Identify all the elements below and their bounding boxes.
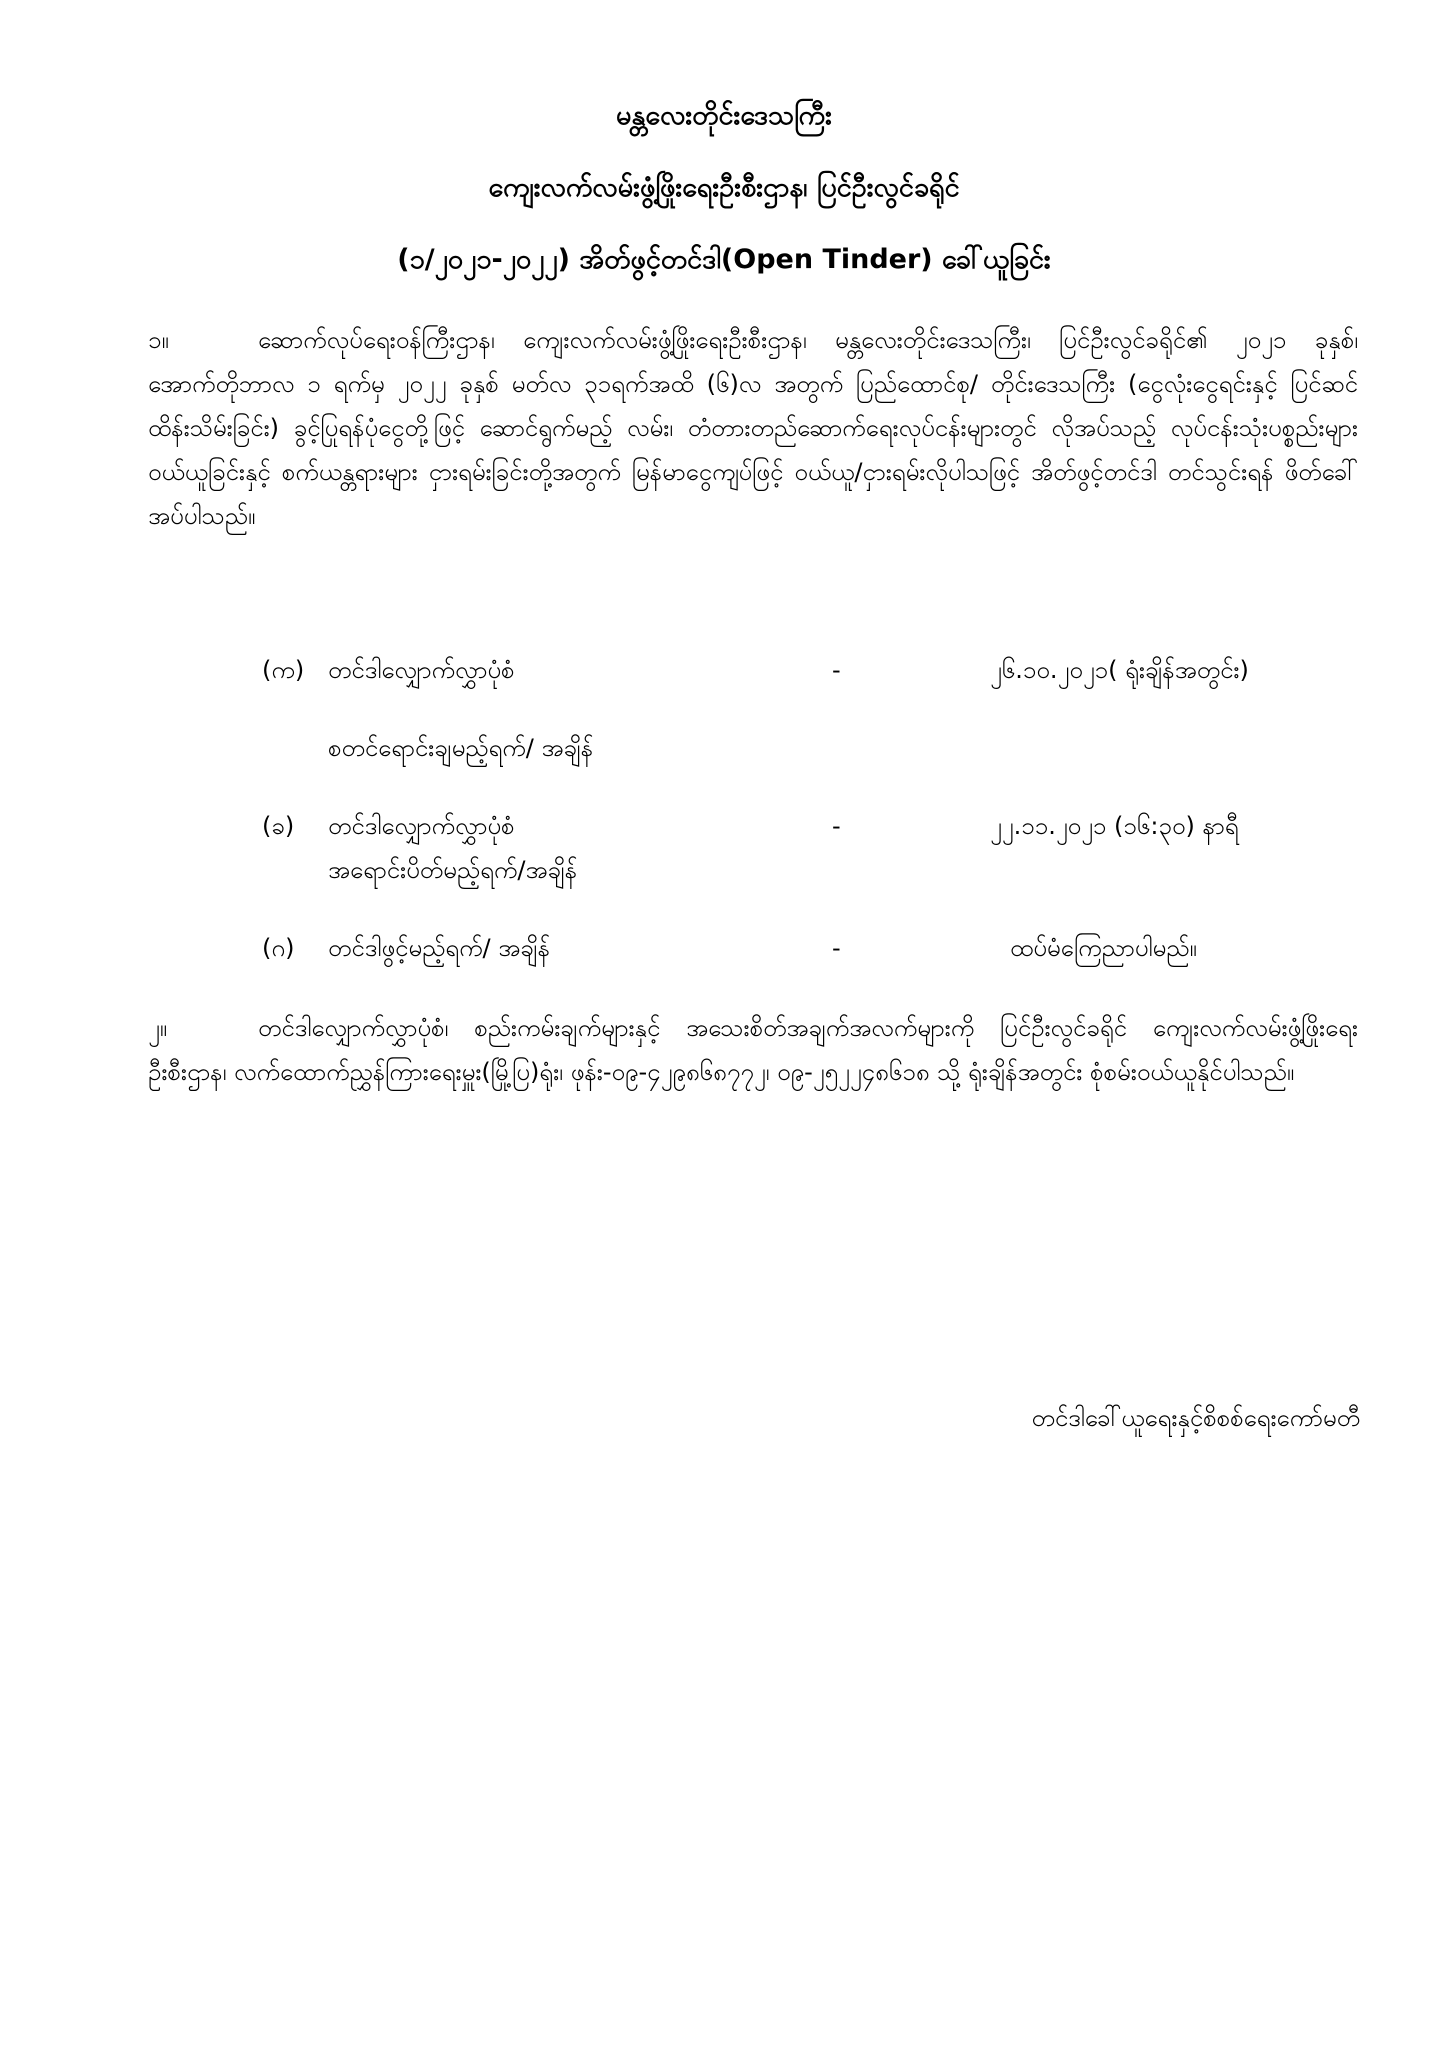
item-c-value: ထပ်မံကြေညာပါမည်။ xyxy=(1010,934,1197,962)
item-a-value: ၂၆.၁၀.၂၀၂၁( ရုံးချိန်အတွင်း) xyxy=(990,656,1249,684)
heading-region: မန္တလေးတိုင်းဒေသကြီး xyxy=(616,100,832,131)
paragraph-number: ၁။ xyxy=(148,326,169,354)
item-a-label-2: စတင်ရောင်းချမည့်ရက်/ အချိန် xyxy=(328,734,594,762)
paragraph-text: ဆောက်လုပ်ရေးဝန်ကြီးဌာန၊ ကျေးလက်လမ်းဖွံ့ဖြိုးရေးဦးစီးဌာန၊ မန္တလေးတိုင်းဒေသကြီး၊ ပြင်ဦးလွင်ခရိုင်၏ ၂၀၂၁ ခုနှစ်၊ အောက်တိုဘာလ ၁ ရက်မှ ၂၀၂၂ ခုနှစ် မတ်လ ၃၁ရက်အထိ (၆)လ အတွက် ပြည်ထောင်စု/ တိုင်းဒေသကြီး (ငွေလုံးငွေရင်းနှင့် ပြင်ဆင်ထိန်းသိမ်းခြင်း) ခွင့်ပြုရန်ပုံငွေတို့ဖြင့် ဆောင်ရွက်မည့် လမ်း၊ တံတားတည်ဆောက်ရေးလုပ်ငန်းများတွင် လိုအပ်သည့် လုပ်ငန်းသုံးပစ္စည်းများ ဝယ်ယူခြင်းနှင့် စက်ယန္တရားများ ငှားရမ်းခြင်းတို့အတွက် မြန်မာငွေကျပ်ဖြင့် ဝယ်ယူ/ငှားရမ်းလိုပါသဖြင့် အိတ်ဖွင့်တင်ဒါ တင်သွင်းရန် ဖိတ်ခေါ်အပ်ပါသည်။ xyxy=(148,326,1358,530)
paragraph-1 xyxy=(148,318,1358,538)
item-c-marker: (ဂ) xyxy=(262,934,295,962)
item-b-marker: (ခ) xyxy=(262,812,295,840)
paragraph-2 xyxy=(148,1006,1358,1094)
item-c-dash: - xyxy=(832,934,841,962)
item-a-dash: - xyxy=(832,656,841,684)
item-b-label-2: အရောင်းပိတ်မည့်ရက်/အချိန် xyxy=(328,856,578,884)
item-b-dash: - xyxy=(832,812,841,840)
item-c-label: တင်ဒါဖွင့်မည့်ရက်/ အချိန် xyxy=(328,934,551,962)
item-b-label: တင်ဒါလျှောက်လွှာပုံစံ xyxy=(328,812,515,840)
item-a-marker: (က) xyxy=(262,656,305,684)
signature-committee: တင်ဒါခေါ်ယူရေးနှင့်စိစစ်ရေးကော်မတီ xyxy=(1031,1404,1360,1432)
heading-department: ကျေးလက်လမ်းဖွံ့ဖြိုးရေးဦးစီးဌာန၊ ပြင်ဦးလွင်ခရိုင် xyxy=(488,172,960,203)
paragraph-text: တင်ဒါလျှောက်လွှာပုံစံ၊ စည်းကမ်းချက်များနှင့် အသေးစိတ်အချက်အလက်များကို ပြင်ဦးလွင်ခရိုင် ကျေးလက်လမ်းဖွံ့ဖြိုးရေးဦးစီးဌာန၊ လက်ထောက်ညွှန်ကြားရေးမှူး(မြို့ပြ)ရုံး၊ ဖုန်း-၀၉-၄၂၉၈၆၈၇၇၂၊ ၀၉-၂၅၂၂၄၈၆၁၈ သို့ ရုံးချိန်အတွင်း စုံစမ်းဝယ်ယူနိုင်ပါသည်။ xyxy=(148,1014,1358,1086)
item-b-value: ၂၂.၁၁.၂၀၂၁ (၁၆:၃၀) နာရီ xyxy=(990,812,1239,840)
heading-tender-title: (၁/၂၀၂၁-၂၀၂၂) အိတ်ဖွင့်တင်ဒါ(Open Tinder) ခေါ်ယူခြင်း xyxy=(397,244,1051,275)
item-a-label: တင်ဒါလျှောက်လွှာပုံစံ xyxy=(328,656,515,684)
paragraph-number: ၂။ xyxy=(148,1014,168,1042)
